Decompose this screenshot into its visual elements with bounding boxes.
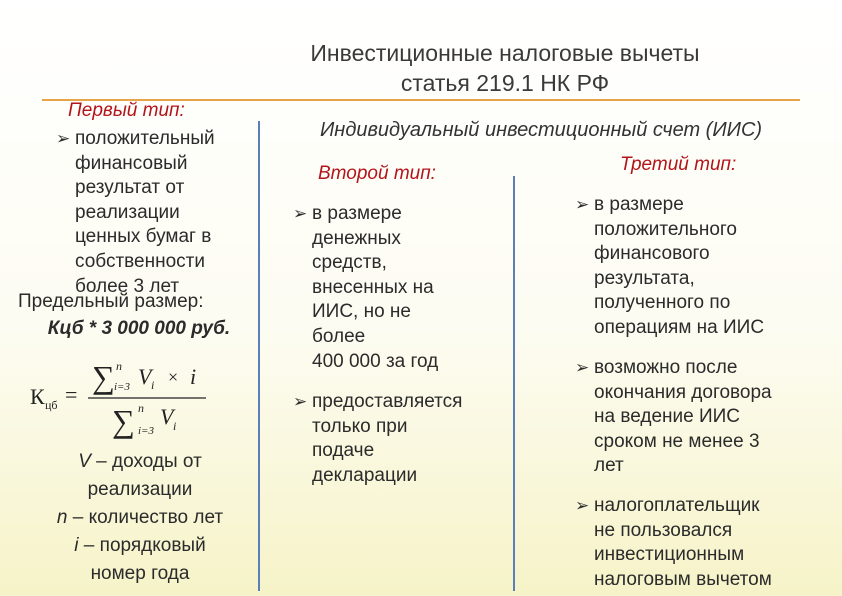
legend-line: i – порядковый [74, 535, 206, 556]
denominator-sum-bottom: i=3 [138, 425, 154, 437]
column-divider-right [513, 176, 515, 591]
third-type-bullet-1 [575, 193, 837, 341]
slide-title [240, 38, 770, 98]
denominator-sum-top: n [138, 401, 144, 415]
legend-line: реализации [87, 479, 193, 500]
third-type-bullet-3 [575, 494, 837, 592]
limit-label: Предельный размер: [18, 291, 204, 312]
formula-lhs: К [30, 384, 45, 409]
iis-heading: Индивидуальный инвестиционный счет (ИИС) [320, 119, 763, 141]
third-type-heading: Третий тип: [620, 154, 737, 175]
formula-legend [20, 448, 260, 588]
formula-lhs-sub: цб [45, 398, 58, 412]
second-type-bullet-2-text: предоставляется только при подаче декларации [312, 391, 463, 486]
second-type-bullet-1-text: в размере денежных средств, внесенных на ИИС, но не более 400 000 за год [312, 203, 439, 372]
numerator-term-sub: i [151, 378, 155, 392]
denominator-term-sub: i [173, 419, 177, 433]
third-type-bullet-2-text: возможно после окончания договора на ведение ИИС сроком не менее 3 лет [594, 357, 772, 477]
third-type-bullet-3-text: налогоплательщик не пользовался инвестиционным налоговым вычетом [594, 495, 772, 590]
bullet-arrow-icon: ➢ [293, 204, 308, 223]
legend-line: V – доходы от [78, 451, 202, 472]
numerator-term: V [138, 364, 152, 389]
limit-formula: Кцб * 3 000 000 руб. [47, 318, 231, 339]
denominator-term: V [160, 404, 174, 429]
bullet-arrow-icon: ➢ [575, 195, 590, 214]
numerator-sum-sign: ∑ [92, 359, 115, 395]
legend-line: номер года [90, 563, 190, 584]
formula-equals: = [65, 382, 78, 407]
second-type-bullet-2 [293, 390, 508, 488]
numerator-sum-bottom: i=3 [114, 381, 130, 393]
title-line-1: Инвестиционные налоговые вычеты [310, 40, 700, 66]
bullet-arrow-icon: ➢ [293, 392, 308, 411]
numerator-index: i [190, 364, 197, 389]
numerator-times: × [168, 367, 179, 387]
second-type-bullet-1 [293, 202, 508, 374]
third-type-bullet-2 [575, 356, 837, 479]
first-type-bullet-text: положительный финансовый результат от реализации ценных бумаг в собственности более 3 лет [75, 128, 215, 297]
first-type-heading: Первый тип: [68, 100, 185, 121]
first-type-bullet [56, 127, 256, 299]
second-type-heading: Второй тип: [318, 163, 436, 184]
title-line-2: статья 219.1 НК РФ [400, 70, 610, 96]
bullet-arrow-icon: ➢ [575, 496, 590, 515]
numerator-sum-top: n [116, 359, 122, 373]
deduction-formula [20, 356, 220, 440]
third-type-bullet-1-text: в размере положительного финансового результата, полученного по операциям на ИИС [594, 194, 765, 338]
bullet-arrow-icon: ➢ [56, 129, 71, 148]
legend-line: n – количество лет [56, 507, 224, 528]
bullet-arrow-icon: ➢ [575, 358, 590, 377]
denominator-sum-sign: ∑ [112, 403, 135, 439]
